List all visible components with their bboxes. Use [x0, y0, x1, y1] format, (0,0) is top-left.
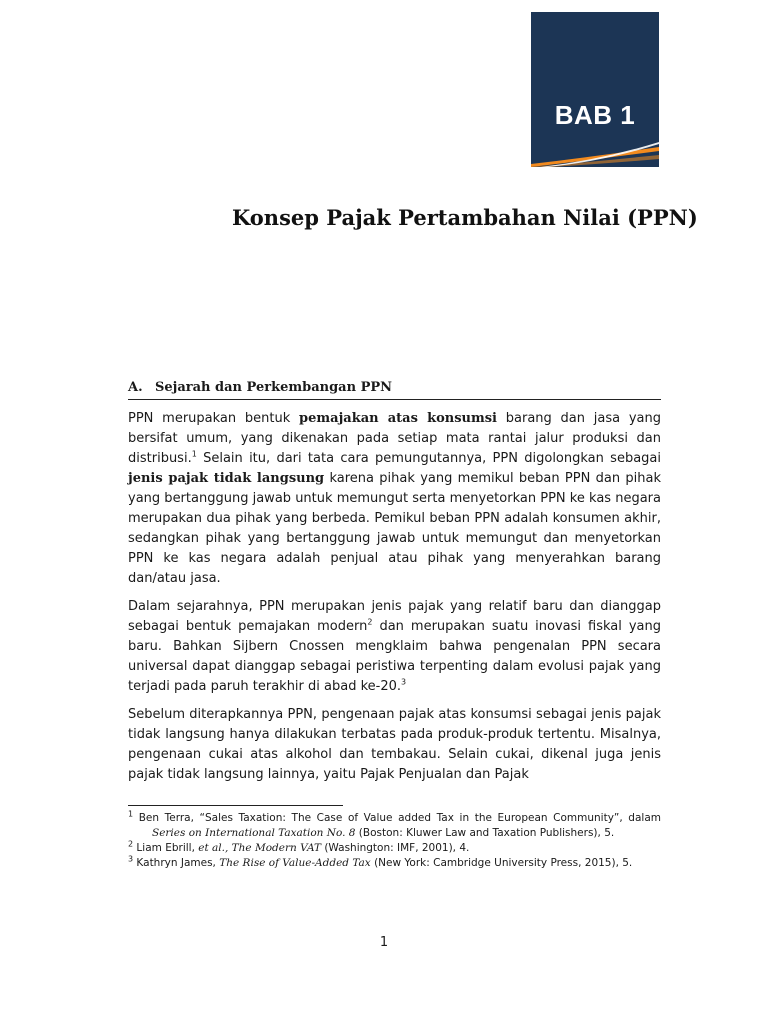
footnote-number: 3 [128, 854, 134, 864]
section-heading [128, 380, 661, 400]
chapter-swoosh-icon [531, 127, 659, 167]
text-run: barang dan jasa yang bersifat umum, yang dikenakan pada setiap mata rantai jalur produksi dan distribusi. [128, 411, 661, 466]
footnote-title: The Rise of Value-Added Tax [219, 857, 371, 869]
bold-term: jenis pajak tidak langsung [128, 471, 325, 486]
footnote-ref[interactable]: 3 [401, 677, 407, 687]
paragraph-1 [128, 409, 661, 589]
text-run: karena pihak yang memikul beban PPN dan pihak yang bertanggung jawab untuk memungut serta menyetorkan PPN ke kas negara merupakan dua pihak yang berbeda. Pemikul beban PPN adalah konsumen akhir, sedangkan pihak yang bertanggung jawab untuk memungut dan menyetorkan PPN ke kas negara adalah penjual atau pihak yang menyerahkan barang dan/atau jasa. [128, 471, 662, 586]
footnote-1 [128, 811, 661, 841]
bold-term: pemajakan atas konsumsi [299, 411, 497, 426]
section-number: A. [128, 380, 143, 395]
chapter-label: BAB 1 [554, 100, 636, 130]
footnote-text: (Washington: IMF, 2001), 4. [320, 842, 470, 854]
chapter-badge [531, 12, 659, 167]
footnote-text: (Boston: Kluwer Law and Taxation Publishers), 5. [355, 827, 615, 839]
footnote-text: Ben Terra, “Sales Taxation: The Case of Value added Tax in the European Community”, dalam [133, 812, 661, 824]
section-title: Sejarah dan Perkembangan PPN [155, 380, 392, 395]
footnote-number: 1 [128, 809, 134, 819]
footnote-text: Kathryn James, [133, 857, 220, 869]
footnotes [128, 811, 661, 871]
footnote-ref[interactable]: 1 [191, 449, 197, 459]
footnote-ref[interactable]: 2 [367, 617, 373, 627]
paragraph-2 [128, 597, 661, 697]
page-number: 1 [379, 935, 389, 950]
chapter-title: Konsep Pajak Pertambahan Nilai (PPN) [232, 205, 698, 230]
body-text [128, 409, 661, 793]
footnote-text: (New York: Cambridge University Press, 2015), 5. [370, 857, 633, 869]
text-run: dan merupakan suatu inovasi fiskal yang baru. Bahkan Sijbern Cnossen mengklaim bahwa pengenalan PPN secara universal dapat dianggap sebagai peristiwa terpenting dalam evolusi pajak yang terjadi pada paruh terakhir di abad ke-20. [128, 619, 662, 694]
paragraph-3: Sebelum diterapkannya PPN, pengenaan pajak atas konsumsi sebagai jenis pajak tidak langsung hanya dilakukan terbatas pada produk-produk tertentu. Misalnya, pengenaan cukai atas alkohol dan tembakau. Selain cukai, dikenal juga jenis pajak tidak langsung lainnya, yaitu Pajak Penjualan dan Pajak [128, 707, 661, 782]
text-run: Selain itu, dari tata cara pemungutannya, PPN digolongkan sebagai [196, 451, 661, 466]
footnote-text: Liam Ebrill, [133, 842, 199, 854]
footnote-number: 2 [128, 839, 134, 849]
footnote-title: Series on International Taxation No. 8 [152, 827, 356, 839]
footnote-3 [128, 856, 661, 871]
text-run: PPN merupakan bentuk [128, 411, 300, 426]
footnote-title: et al., The Modern VAT [198, 842, 321, 854]
text-run: Dalam sejarahnya, PPN merupakan jenis pajak yang relatif baru dan dianggap sebagai bentuk pemajakan modern [128, 599, 661, 634]
footnote-2 [128, 841, 661, 856]
footnote-divider [128, 805, 343, 806]
